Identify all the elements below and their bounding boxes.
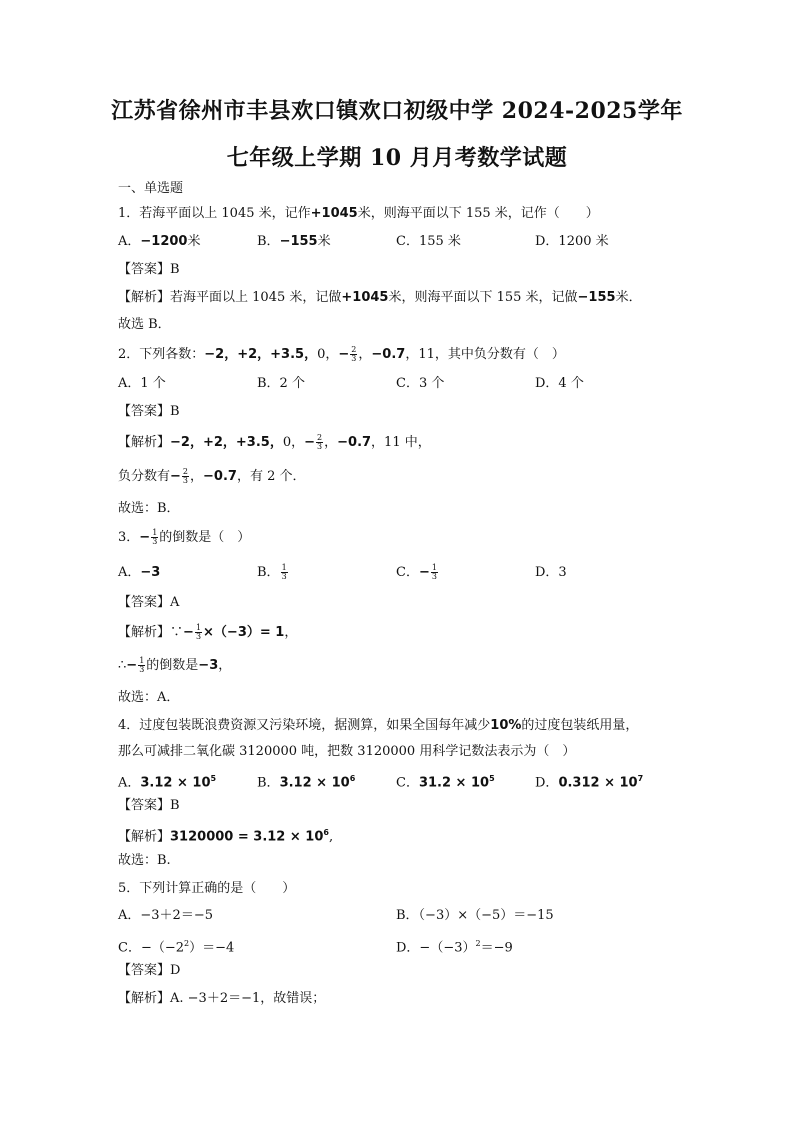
q2-option-b: B．2 个 [257,376,305,391]
q3-analysis-fraction-2: $\frac{1}{3}$ [139,656,145,674]
q1-option-c: C．155 米 [396,234,461,249]
q1-analysis: 【解析】若海平面以上 1045 米，记做+1045米，则海平面以下 155 米，记做−155米． [118,290,642,305]
q2-option-c: C．3 个 [396,376,445,391]
q2-analysis-line-2: 负分数有− $\frac{2}{3}$ ，−0.7，有 2 个． [118,467,306,485]
q5-analysis: 【解析】A. −3＋2＝−1，故错误； [118,991,326,1006]
title-line-2: 七年级上学期 10 月月考数学试题 [226,145,568,171]
q3-option-a: A．−3 [118,565,161,580]
q2-option-d: D．4 个 [535,376,584,391]
q5-option-c: C．$-(-2^2)=-4$ [118,939,235,956]
q4-option-c: C．$31.2 \times 10^5$ [396,774,495,791]
title-line-1: 江苏省徐州市丰县欢口镇欢口初级中学 2024-2025学年 [111,98,683,124]
q2-option-a: A．1 个 [118,376,166,391]
q2-analysis-fraction: $\frac{2}{3}$ [317,433,323,451]
q2-fraction: $\frac{2}{3}$ [351,345,357,363]
q4-conclusion: 故选：B. [118,853,171,868]
q5-answer: 【答案】D [118,963,181,978]
q4-stem-line-1: 4．过度包装既浪费资源又污染环境，据测算，如果全国每年减少10%的过度包装纸用量， [118,718,639,733]
q5-option-b: B．（−3）×（−5）＝−15 [396,908,554,923]
section-heading: 一、单选题 [118,181,184,196]
q4-option-b: B．$3.12 \times 10^6$ [257,774,356,791]
q3-answer: 【答案】A [118,595,180,610]
q1-option-d: D．1200 米 [535,234,609,249]
q1-stem: 1．若海平面以上 1045 米，记作+1045米，则海平面以下 155 米，记作（ ） [118,206,599,221]
q4-analysis: 【解析】$3120000 = 3.12 \times 10^6$, [118,828,334,845]
q4-option-a: A．$3.12 \times 10^5$ [118,774,217,791]
q1-option-a: A．−1200米 [118,234,201,249]
q4-option-d: D．$0.312 \times 10^7$ [535,774,644,791]
q3-option-d: D．3 [535,565,567,580]
q3-analysis-line-2: ∴− $\frac{1}{3}$ 的倒数是−3， [118,656,232,674]
q3-option-c-fraction: $\frac{1}{3}$ [431,563,437,581]
q5-option-a: A．−3＋2＝−5 [118,908,213,923]
q2-stem: 2．下列各数：−2，+2，+3.5，0，− $\frac{2}{3}$ ，−0.7，11，其中负分数有（ ） [118,345,565,363]
q3-analysis: 【解析】∵− $\frac{1}{3}$ ×（−3）= 1， [118,623,298,641]
q5-stem: 5．下列计算正确的是（ ） [118,881,296,896]
q3-option-c: C．− $\frac{1}{3}$ [396,563,437,581]
q4-stem-line-2: 那么可减排二氧化碳 3120000 吨，把数 3120000 用科学记数法表示为（ ） [118,744,576,759]
q3-fraction: $\frac{1}{3}$ [152,528,158,546]
q2-answer: 【答案】B [118,404,180,419]
q2-analysis: 【解析】−2，+2，+3.5，0，− $\frac{2}{3}$ ，−0.7，11 中， [118,433,431,451]
q3-stem: 3．− $\frac{1}{3}$ 的倒数是（ ） [118,528,251,546]
q2-analysis-fraction-2: $\frac{2}{3}$ [182,467,189,485]
q3-conclusion: 故选：A． [118,690,180,705]
q3-analysis-fraction: $\frac{1}{3}$ [195,623,202,641]
q1-conclusion: 故选 B． [118,317,171,332]
q1-answer: 【答案】B [118,262,180,277]
q1-option-b: B．−155米 [257,234,331,249]
q3-option-b-fraction: $\frac{1}{3}$ [281,563,287,581]
q5-option-d: D．$-(-3)^2=-9$ [396,939,513,956]
q3-option-b: B． $\frac{1}{3}$ [257,563,287,581]
q2-conclusion: 故选：B． [118,501,180,516]
q4-answer: 【答案】B [118,798,180,813]
